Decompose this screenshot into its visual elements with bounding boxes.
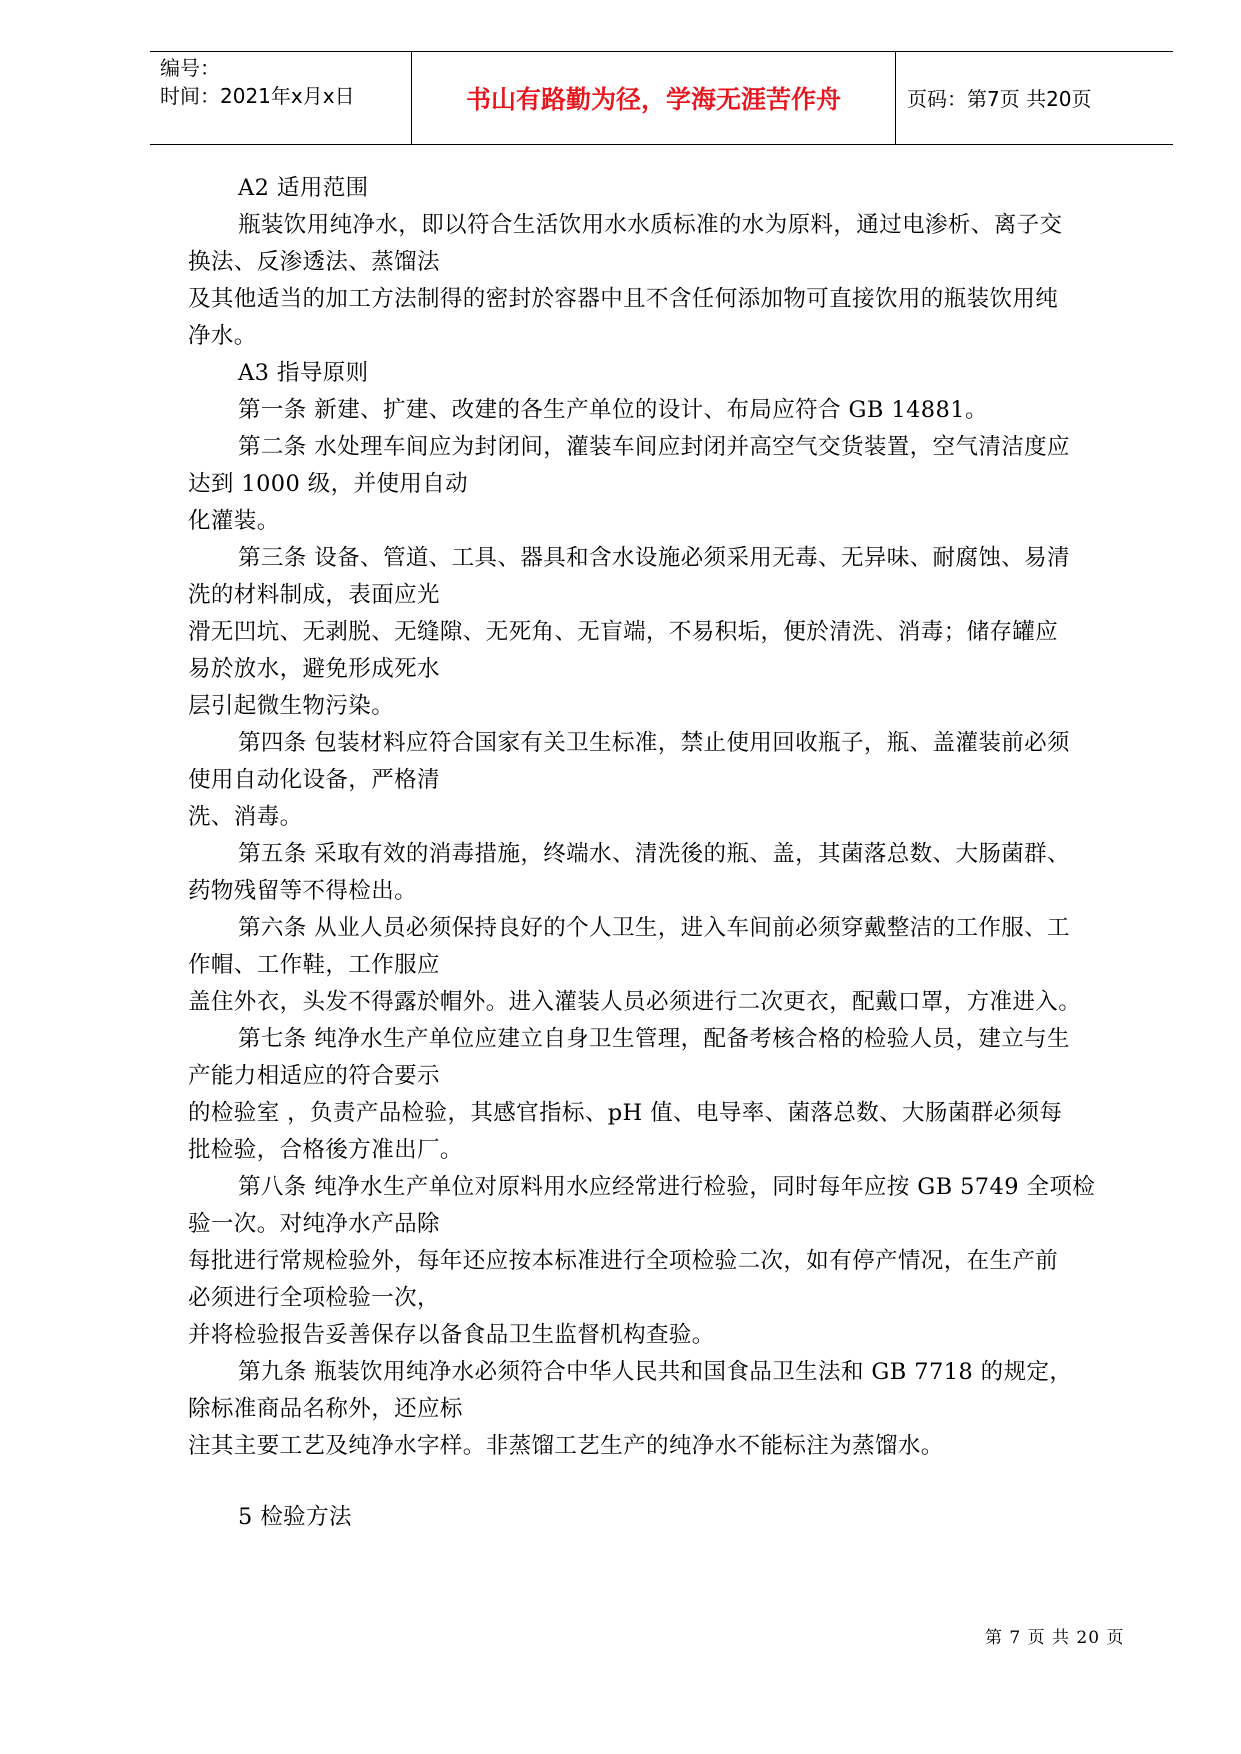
time-line: 时间：2021年x月x日 [160,84,355,108]
document-body [188,170,1148,1536]
body-line: 第四条 包装材料应符合国家有关卫生标准，禁止使用回收瓶子，瓶、盖灌装前必须 [238,730,1070,756]
body-line: 产能力相适应的符合要示 [188,1063,440,1089]
body-line: 第八条 纯净水生产单位对原料用水应经常进行检验，同时每年应按 GB 5749 全项检 [238,1174,1096,1200]
body-line: 的检验室 ，负责产品检验，其感官指标、pH 值、电导率、菌落总数、大肠菌群必须每 [188,1100,1063,1126]
header-motto: 书山有路勤为径，学海无涯苦作舟 [465,84,841,114]
body-line: 批检验，合格後方准出厂。 [188,1137,463,1163]
body-line: 层引起微生物污染。 [188,693,395,719]
body-line: 盖住外衣，头发不得露於帽外。进入灌装人员必须进行二次更衣，配戴口罩，方准进入。 [188,989,1082,1015]
body-line: 第六条 从业人员必须保持良好的个人卫生，进入车间前必须穿戴整洁的工作服、工 [238,915,1070,941]
body-line: 洗、消毒。 [188,804,303,830]
body-line: 注其主要工艺及纯净水字样。非蒸馏工艺生产的纯净水不能标注为蒸馏水。 [188,1433,944,1459]
body-line: 换法、反渗透法、蒸馏法 [188,249,440,275]
body-line: 第九条 瓶装饮用纯净水必须符合中华人民共和国食品卫生法和 GB 7718 的规定， [238,1359,1073,1385]
page-footer: 第 7 页 共 20 页 [985,1628,1125,1648]
body-line: 易於放水，避免形成死水 [188,656,440,682]
body-line: 使用自动化设备，严格清 [188,767,440,793]
body-line: A3 指导原则 [238,360,369,386]
body-line: 药物残留等不得检出。 [188,878,418,904]
header-page-info: 页码：第7页 共20页 [907,87,1092,111]
body-line: 达到 1000 级，并使用自动 [188,471,469,497]
body-line: 每批进行常规检验外，每年还应按本标准进行全项检验二次，如有停产情况，在生产前 [188,1248,1059,1274]
body-line: 洗的材料制成，表面应光 [188,582,440,608]
body-line: 第七条 纯净水生产单位应建立自身卫生管理，配备考核合格的检验人员，建立与生 [238,1026,1070,1052]
body-line: 化灌装。 [188,508,280,534]
body-line: 必须进行全项检验一次， [188,1285,440,1311]
body-line: 验一次。对纯净水产品除 [188,1211,440,1237]
body-line: 及其他适当的加工方法制得的密封於容器中且不含任何添加物可直接饮用的瓶装饮用纯 [188,286,1059,312]
body-line: 除标准商品名称外，还应标 [188,1396,463,1422]
body-line: 第一条 新建、扩建、改建的各生产单位的设计、布局应符合 GB 14881。 [238,397,988,423]
body-line: A2 适用范围 [238,175,369,201]
body-paragraphs [188,170,1148,1465]
body-line: 作帽、工作鞋，工作服应 [188,952,440,978]
header-meta [160,54,410,110]
serial-label: 编号： [160,56,220,80]
page-header [150,51,1173,145]
body-line: 第三条 设备、管道、工具、器具和含水设施必须采用无毒、无异味、耐腐蚀、易清 [238,545,1070,571]
section-heading: 5 检验方法 [238,1504,352,1530]
body-line: 瓶装饮用纯净水，即以符合生活饮用水水质标准的水为原料，通过电渗析、离子交 [238,212,1063,238]
body-line: 第五条 采取有效的消毒措施，终端水、清洗後的瓶、盖，其菌落总数、大肠菌群、 [238,841,1070,867]
body-line: 滑无凹坑、无剥脱、无缝隙、无死角、无盲端，不易积垢，便於清洗、消毒；储存罐应 [188,619,1059,645]
body-line: 净水。 [188,323,257,349]
header-divider [895,52,896,144]
body-line: 并将检验报告妥善保存以备食品卫生监督机构查验。 [188,1322,715,1348]
body-line: 第二条 水处理车间应为封闭间，灌装车间应封闭并高空气交货装置，空气清洁度应 [238,434,1070,460]
